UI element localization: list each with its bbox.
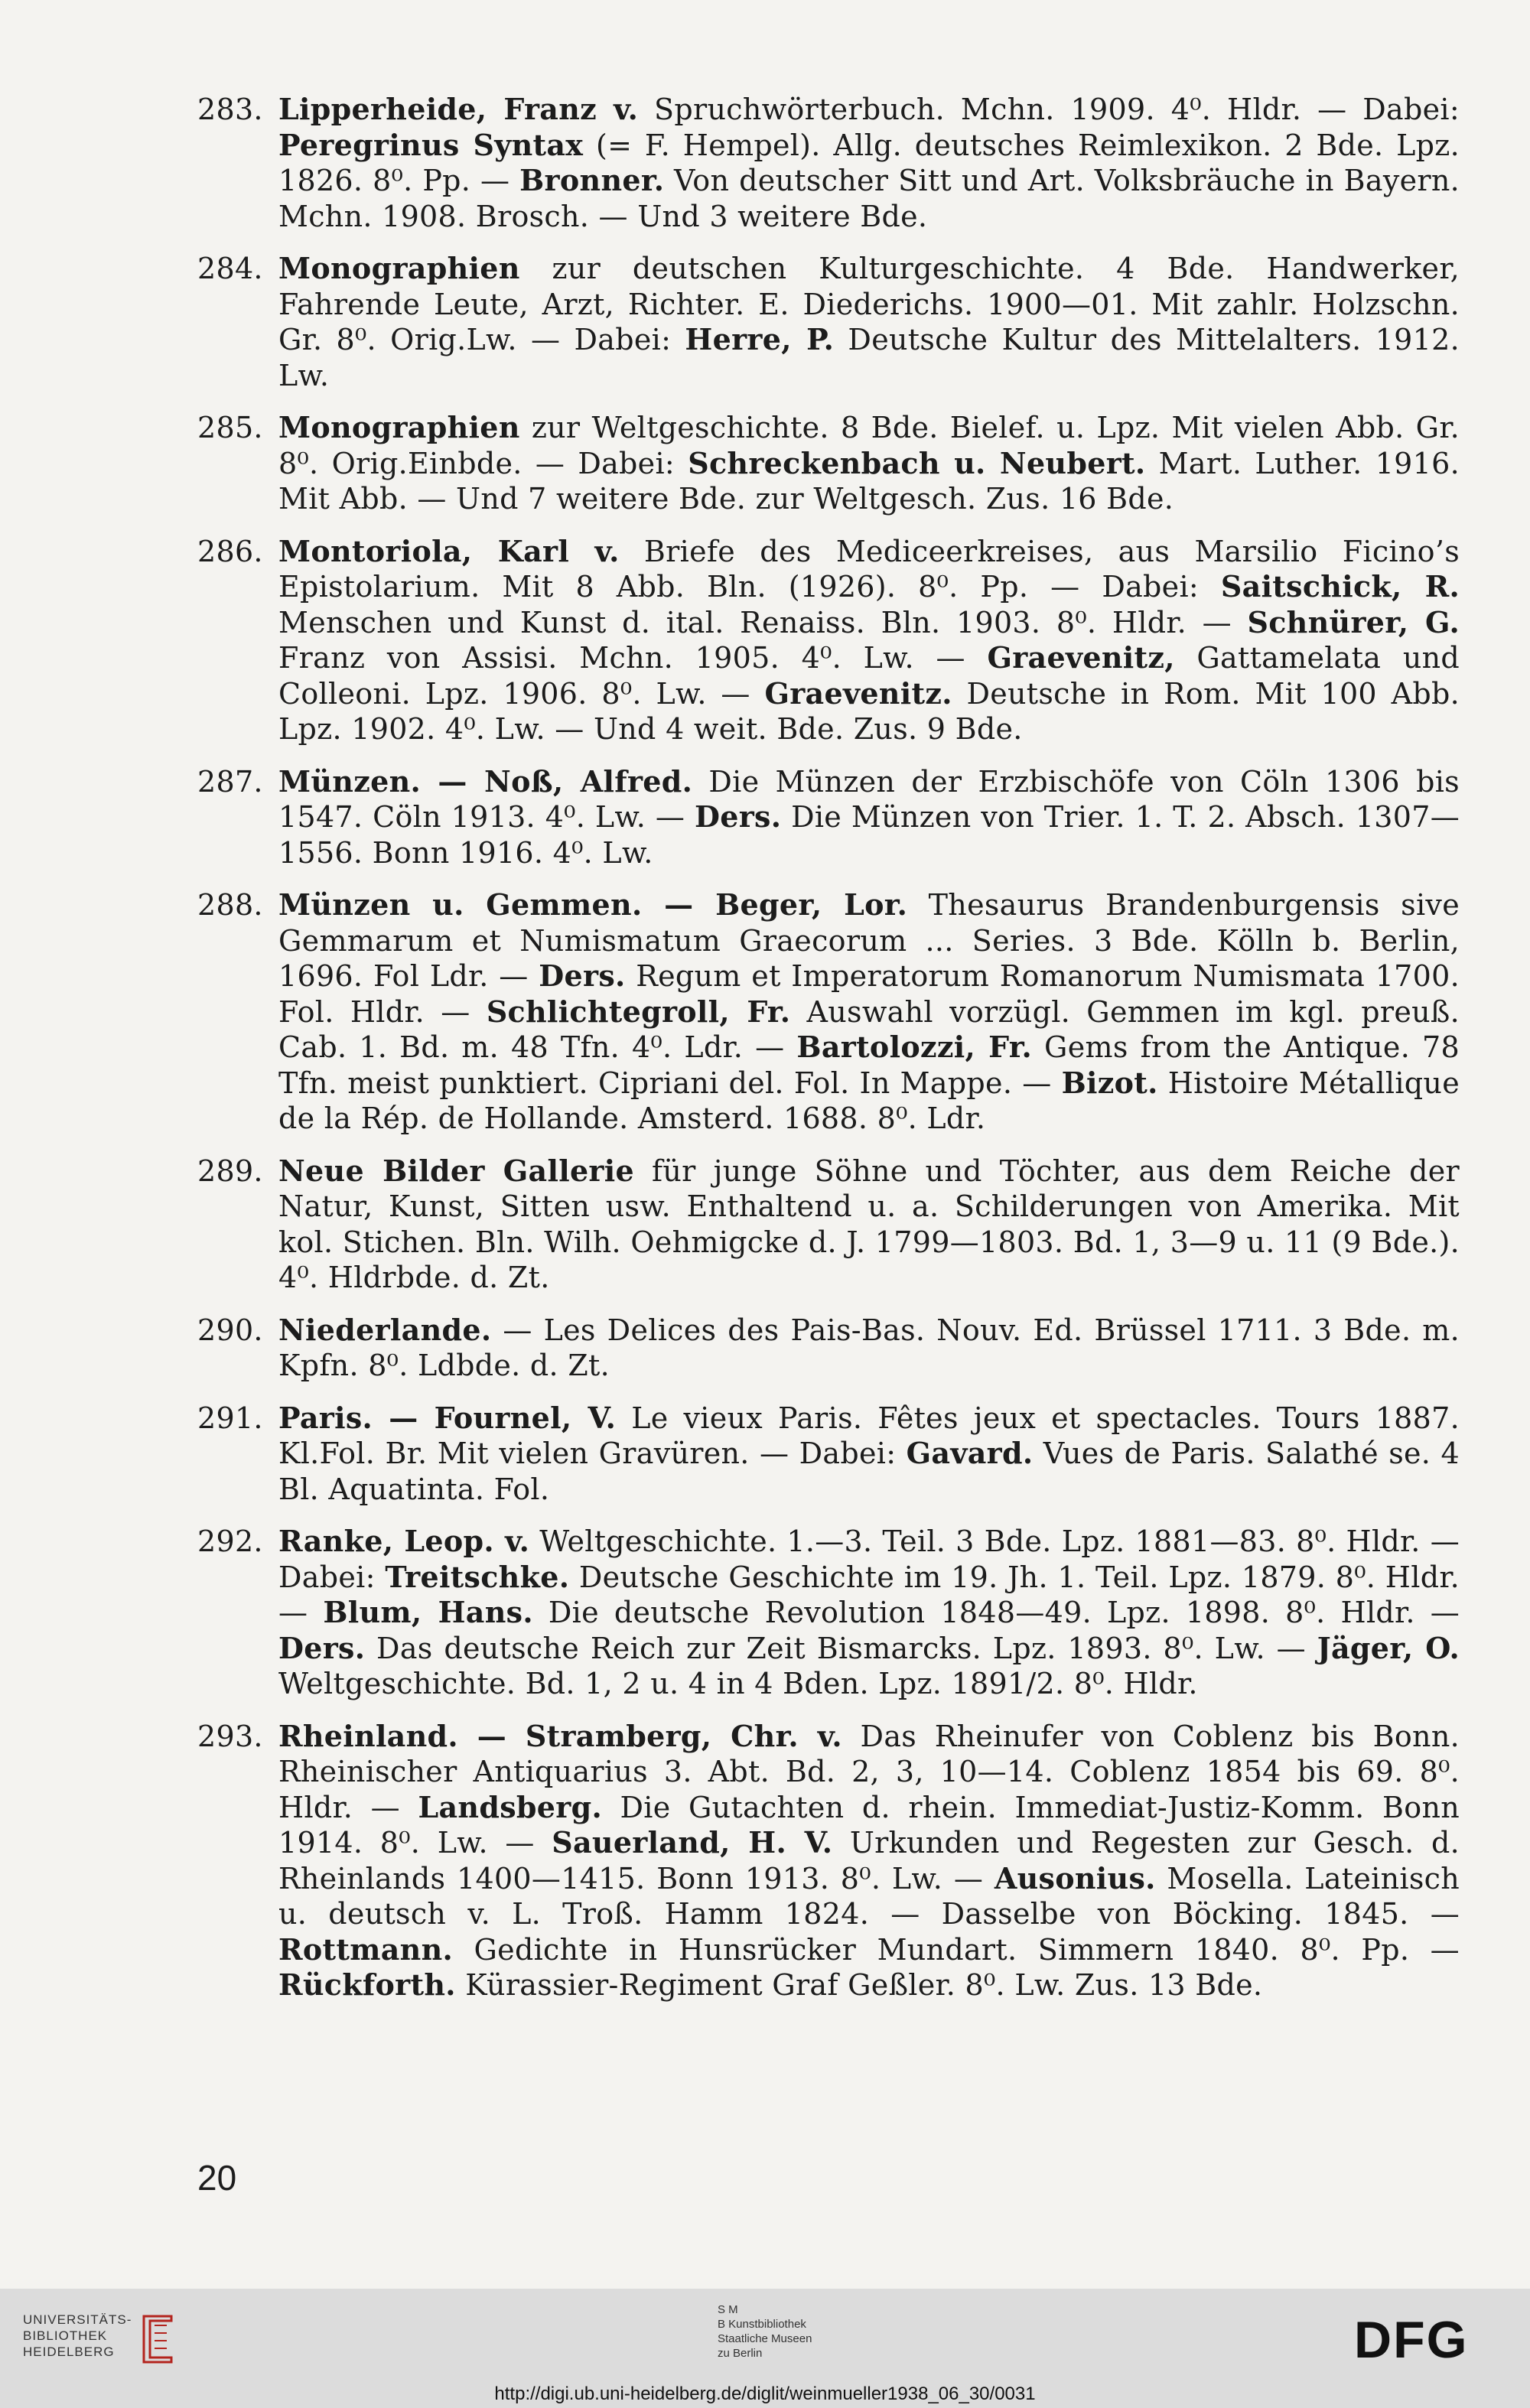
entry-number: 292. — [197, 1525, 263, 1558]
entry-text: Die Münzen der Erzbischöfe von Cöln 1306 bis 1547. Cöln 1913. 4⁰. Lw. — — [278, 764, 1460, 834]
page-number: 20 — [197, 2158, 237, 2198]
entry-list — [197, 92, 1460, 2020]
entry-text: Deutsche in Rom. Mit 100 Abb. Lpz. 1902. 4⁰. Lw. — Und 4 weit. Bde. Zus. 9 Bde. — [278, 676, 1460, 746]
entry-author-heading: Bartolozzi, Fr. — [796, 1030, 1033, 1064]
entry-author-heading: Paris. — Fournel, V. — [278, 1400, 617, 1435]
entry-text: Gattamelata und Colleoni. Lpz. 1906. 8⁰. Lw. — — [278, 641, 1460, 711]
entry-author-heading: Monographien — [278, 410, 520, 444]
entry-author-heading: Ranke, Leop. v. — [278, 1524, 530, 1558]
entry-text: Kürassier-Regiment Graf Geßler. 8⁰. Lw. Zus. 13 Bde. — [455, 1968, 1263, 2002]
entry-author-heading: Ders. — [539, 958, 626, 993]
entry-number: 285. — [197, 411, 263, 444]
entry-author-heading: Monographien — [278, 251, 520, 285]
entry-text: (= F. Hempel). Allg. deutsches Reimlexikon. 2 Bde. Lpz. 1826. 8⁰. Pp. — — [278, 128, 1460, 197]
entry-author-heading: Rottmann. — [278, 1931, 454, 1967]
catalog-entry — [197, 534, 1460, 747]
university-library-label — [23, 2312, 132, 2360]
university-line: HEIDELBERG — [23, 2345, 115, 2359]
entry-number: 290. — [197, 1313, 263, 1347]
entry-author-heading: Ders. — [278, 1630, 366, 1665]
entry-text: Vues de Paris. Salathé se. 4 Bl. Aquatinta. Fol. — [278, 1437, 1460, 1506]
entry-author-heading: Saitschick, R. — [1220, 569, 1460, 604]
catalog-entry — [197, 1524, 1460, 1702]
entry-author-heading: Blum, Hans. — [323, 1595, 533, 1629]
catalog-entry — [197, 1154, 1460, 1296]
entry-number: 293. — [197, 1719, 263, 1753]
entry-text: Mart. Luther. 1916. Mit Abb. — Und 7 weitere Bde. zur Weltgesch. Zus. 16 Bde. — [278, 446, 1460, 516]
entry-text: Gedichte in Hunsrücker Mundart. Simmern 1840. 8⁰. Pp. — — [453, 1932, 1460, 1967]
entry-text: Franz von Assisi. Mchn. 1905. 4⁰. Lw. — — [278, 641, 988, 675]
entry-text: Die Münzen von Trier. 1. T. 2. Absch. 1307—1556. Bonn 1916. 4⁰. Lw. — [278, 800, 1460, 870]
entry-number: 287. — [197, 764, 263, 799]
entry-author-heading: Ausonius. — [994, 1860, 1156, 1895]
entry-text: Urkunden und Regesten zur Gesch. d. Rheinlands 1400—1415. Bonn 1913. 8⁰. Lw. — — [278, 1826, 1460, 1895]
entry-author-heading: Bizot. — [1061, 1065, 1158, 1100]
entry-number: 283. — [197, 93, 263, 126]
entry-text: Le vieux Paris. Fêtes jeux et spectacles. Tours 1887. Kl.Fol. Br. Mit vielen Gravüren. — Dabei: — [278, 1401, 1460, 1470]
entry-text: Weltgeschichte. 1.—3. Teil. 3 Bde. Lpz. 1881—83. 8⁰. Hldr. — Dabei: — [278, 1525, 1460, 1594]
entry-text: für junge Söhne und Töchter, aus dem Reiche der Natur, Kunst, Sitten usw. Enthaltend u. a. Schilderungen von Amerika. Mit kol. Stichen. Bln. Wilh. Oehmigcke d. J. 1799—1803. Bd. 1, 3—9 u. 11 (9 Bde.). 4⁰. Hldrbde. d. Zt. — [278, 1154, 1460, 1294]
entry-number: 288. — [197, 888, 263, 922]
entry-text: Histoire Métallique de la Rép. de Hollande. Amsterd. 1688. 8⁰. Ldr. — [278, 1066, 1460, 1135]
catalog-entry — [197, 1313, 1460, 1384]
catalog-entry — [197, 764, 1460, 871]
entry-text: Auswahl vorzügl. Gemmen im kgl. preuß. Cab. 1. Bd. m. 48 Tfn. 4⁰. Ldr. — — [278, 994, 1460, 1064]
entry-author-heading: Peregrinus Syntax — [278, 127, 584, 162]
kb-line: Staatliche Museen — [718, 2332, 812, 2345]
entry-author-heading: Gavard. — [906, 1436, 1034, 1470]
entry-text: Weltgeschichte. Bd. 1, 2 u. 4 in 4 Bden. Lpz. 1891/2. 8⁰. Hldr. — [278, 1667, 1198, 1700]
entry-text: Thesaurus Brandenburgensis sive Gemmarum et Numismatum Graecorum ... Series. 3 Bde. Kölln b. Berlin, 1696. Fol Ldr. — — [278, 888, 1460, 993]
entry-author-heading: Bronner. — [519, 163, 665, 197]
catalog-entry — [197, 92, 1460, 234]
entry-author-heading: Niederlande. — [278, 1312, 492, 1347]
entry-author-heading: Schreckenbach u. Neubert. — [688, 445, 1146, 480]
catalog-entry — [197, 887, 1460, 1137]
source-url-link[interactable]: http://digi.ub.uni-heidelberg.de/diglit/weinmueller1938_06_30/0031 — [494, 2384, 1036, 2404]
entry-author-heading: Neue Bilder Gallerie — [278, 1153, 634, 1188]
entry-author-heading: Graevenitz, — [987, 640, 1175, 675]
entry-author-heading: Herre, P. — [685, 322, 835, 356]
entry-author-heading: Jäger, O. — [1317, 1630, 1460, 1665]
entry-text: Spruchwörterbuch. Mchn. 1909. 4⁰. Hldr. — Dabei: — [638, 93, 1460, 126]
entry-author-heading: Münzen u. Gemmen. — Beger, Lor. — [278, 887, 908, 922]
entry-text: zur deutschen Kulturgeschichte. 4 Bde. Handwerker, Fahrende Leute, Arzt, Richter. E. Diederichs. 1900—01. Mit zahlr. Holzschn. Gr. 8⁰. Orig.Lw. — Dabei: — [278, 252, 1460, 356]
entry-text: Das deutsche Reich zur Zeit Bismarcks. Lpz. 1893. 8⁰. Lw. — — [365, 1631, 1317, 1665]
entry-text: Gems from the Antique. 78 Tfn. meist punktiert. Cipriani del. Fol. In Mappe. — — [278, 1030, 1460, 1100]
catalog-entry — [197, 251, 1460, 393]
entry-author-heading: Lipperheide, Franz v. — [278, 92, 639, 126]
entry-text: Deutsche Kultur des Mittelalters. 1912. Lw. — [278, 323, 1460, 392]
entry-author-heading: Ders. — [695, 799, 782, 834]
entry-author-heading: Münzen. — Noß, Alfred. — [278, 763, 693, 799]
entry-author-heading: Montoriola, Karl v. — [278, 533, 620, 568]
kunstbibliothek-label — [718, 2302, 812, 2361]
entry-number: 284. — [197, 252, 263, 285]
university-line: UNIVERSITÄTS- — [23, 2312, 132, 2327]
entry-text: Das Rheinufer von Coblenz bis Bonn. Rheinischer Antiquarius 3. Abt. Bd. 2, 3, 10—14. Coblenz 1854 bis 69. 8⁰. Hldr. — — [278, 1719, 1460, 1824]
entry-author-heading: Rückforth. — [278, 1967, 456, 2002]
digitization-footer — [0, 2289, 1530, 2408]
kb-line: S M — [718, 2303, 738, 2316]
catalog-entry — [197, 1719, 1460, 2003]
entry-number: 286. — [197, 534, 263, 568]
entry-author-heading: Schnürer, G. — [1247, 604, 1460, 639]
university-logo-icon — [136, 2310, 179, 2368]
entry-text: Deutsche Geschichte im 19. Jh. 1. Teil. Lpz. 1879. 8⁰. Hldr. — — [278, 1560, 1460, 1629]
entry-text: Die Gutachten d. rhein. Immediat-Justiz-Komm. Bonn 1914. 8⁰. Lw. — — [278, 1790, 1460, 1860]
entry-author-heading: Landsberg. — [418, 1789, 602, 1824]
entry-author-heading: Sauerland, H. V. — [552, 1825, 833, 1860]
entry-number: 291. — [197, 1401, 263, 1435]
entry-text: Briefe des Mediceerkreises, aus Marsilio Ficino’s Epistolarium. Mit 8 Abb. Bln. (1926). 8⁰. Pp. — Dabei: — [278, 534, 1460, 604]
entry-text: — Les Delices des Pais-Bas. Nouv. Ed. Brüssel 1711. 3 Bde. m. Kpfn. 8⁰. Ldbde. d. Zt. — [278, 1313, 1460, 1382]
entry-text: Von deutscher Sitt und Art. Volksbräuche in Bayern. Mchn. 1908. Brosch. — Und 3 weitere Bde. — [278, 164, 1460, 233]
entry-text: zur Weltgeschichte. 8 Bde. Bielef. u. Lpz. Mit vielen Abb. Gr. 8⁰. Orig.Einbde. — Dabei: — [278, 411, 1460, 480]
entry-author-heading: Rheinland. — Stramberg, Chr. v. — [278, 1718, 842, 1753]
entry-author-heading: Graevenitz. — [764, 675, 952, 711]
kb-line: zu Berlin — [718, 2347, 763, 2360]
catalog-entry — [197, 1401, 1460, 1508]
entry-text: Menschen und Kunst d. ital. Renaiss. Bln. 1903. 8⁰. Hldr. — — [278, 605, 1248, 639]
catalog-entry — [197, 410, 1460, 517]
entry-number: 289. — [197, 1154, 263, 1188]
entry-text: Die deutsche Revolution 1848—49. Lpz. 1898. 8⁰. Hldr. — — [532, 1596, 1460, 1629]
kb-line: B Kunstbibliothek — [718, 2318, 806, 2331]
entry-text: Mosella. Lateinisch u. deutsch v. L. Troß. Hamm 1824. — Dasselbe von Böcking. 1845. — — [278, 1861, 1460, 1931]
university-line: BIBLIOTHEK — [23, 2328, 108, 2343]
entry-author-heading: Treitschke. — [385, 1559, 570, 1594]
dfg-logo: DFG — [1354, 2311, 1469, 2369]
entry-author-heading: Schlichtegroll, Fr. — [486, 994, 791, 1029]
entry-text: Regum et Imperatorum Romanorum Numismata 1700. Fol. Hldr. — — [278, 959, 1460, 1029]
